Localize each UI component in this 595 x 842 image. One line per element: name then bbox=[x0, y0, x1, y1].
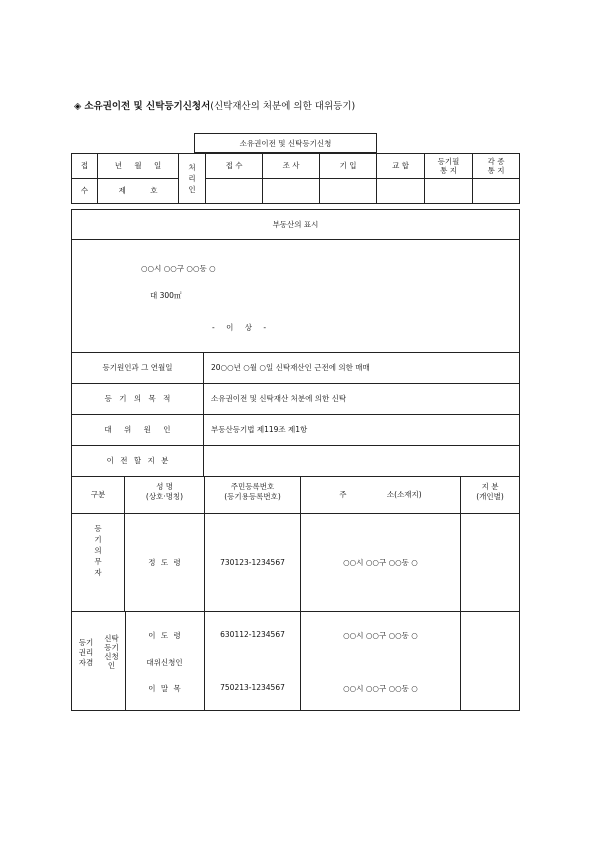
receipt-label-top: 접 bbox=[72, 154, 98, 179]
col-kind: 구분 bbox=[72, 477, 125, 513]
receipt-table bbox=[71, 153, 520, 204]
share-label: 이 전 할 지 분 bbox=[72, 446, 204, 476]
application-header-box bbox=[194, 133, 377, 153]
property-header-row bbox=[72, 210, 519, 240]
property-header: 부동산의 표시 bbox=[272, 220, 319, 229]
col-various-notice: 각 종 통 지 bbox=[473, 154, 520, 179]
cause-value: 20○○년 ○월 ○일 신탁재산인 근전에 의한 매매 bbox=[211, 363, 370, 372]
cell-various-notice bbox=[473, 179, 520, 204]
cell-receipt bbox=[206, 179, 263, 204]
holder-label-left: 등기 권리 자겸 bbox=[78, 638, 94, 667]
col-id: 주민등록번호 (등기용등록번호) bbox=[224, 482, 281, 502]
receipt-date: 년 월 일 bbox=[98, 154, 179, 179]
property-area: 대 300㎡ bbox=[150, 291, 182, 300]
obligor-row bbox=[72, 514, 519, 612]
info-rows bbox=[72, 353, 519, 477]
col-entry: 기 입 bbox=[320, 154, 377, 179]
parties-header bbox=[72, 477, 519, 514]
obligor-name: 정 도 령 bbox=[148, 558, 181, 567]
col-completion-notice: 등기필 통 지 bbox=[425, 154, 473, 179]
col-share: 지 분 (개인별) bbox=[476, 482, 504, 502]
main-form bbox=[71, 209, 520, 711]
holder-row bbox=[72, 612, 519, 710]
info-row bbox=[72, 446, 519, 477]
holder-label-right: 신탁 등기 신청 인 bbox=[104, 634, 119, 670]
process-label: 처 리 인 bbox=[179, 154, 206, 204]
subrogation-label: 대 위 원 인 bbox=[72, 415, 204, 445]
obligor-id: 730123-1234567 bbox=[220, 558, 285, 567]
holder-id-1: 630112-1234567 bbox=[220, 630, 285, 639]
col-receipt: 접 수 bbox=[206, 154, 263, 179]
col-address: 주 소(소재지) bbox=[339, 490, 422, 499]
obligor-address: ○○시 ○○구 ○○동 ○ bbox=[343, 558, 418, 567]
title-main: 소유권이전 및 신탁등기신청서 bbox=[84, 101, 211, 112]
receipt-number: 제 호 bbox=[98, 179, 179, 204]
holder-address-1: ○○시 ○○구 ○○동 ○ bbox=[343, 631, 418, 640]
title-sub: (신탁재산의 처분에 의한 대위등기) bbox=[210, 101, 356, 112]
holder-name-3: 이 말 목 bbox=[148, 684, 181, 693]
document-title bbox=[74, 98, 355, 112]
property-content bbox=[72, 240, 519, 353]
holder-name-2: 대위신청인 bbox=[146, 658, 183, 667]
holder-share bbox=[461, 612, 519, 710]
cell-completion-notice bbox=[425, 179, 473, 204]
holder-id-3: 750213-1234567 bbox=[220, 683, 285, 692]
cause-label: 등기원인과 그 연월일 bbox=[72, 353, 204, 383]
col-review: 조 사 bbox=[263, 154, 320, 179]
subrogation-value: 부동산등기법 제119조 제1항 bbox=[211, 425, 308, 434]
property-address: ○○시 ○○구 ○○동 ○ bbox=[141, 264, 216, 273]
obligor-label: 등 기 의 무 자 bbox=[72, 514, 125, 611]
info-row bbox=[72, 415, 519, 446]
holder-name-1: 이 도 령 bbox=[148, 631, 181, 640]
cell-check bbox=[377, 179, 425, 204]
purpose-label: 등 기 의 목 적 bbox=[72, 384, 204, 414]
col-check: 교 합 bbox=[377, 154, 425, 179]
application-header: 소유권이전 및 신탁등기신청 bbox=[239, 138, 332, 148]
holder-address-3: ○○시 ○○구 ○○동 ○ bbox=[343, 684, 418, 693]
info-row bbox=[72, 353, 519, 384]
receipt-label-bottom: 수 bbox=[72, 179, 98, 204]
purpose-value: 소유권이전 및 신탁재산 처분에 의한 신탁 bbox=[211, 394, 347, 403]
cell-review bbox=[263, 179, 320, 204]
cell-entry bbox=[320, 179, 377, 204]
diamond-icon: ◈ bbox=[74, 101, 82, 112]
obligor-share bbox=[461, 514, 519, 611]
info-row bbox=[72, 384, 519, 415]
col-name: 성 명 (상호·명칭) bbox=[145, 482, 184, 502]
property-end: - 이 상 - bbox=[212, 323, 267, 332]
